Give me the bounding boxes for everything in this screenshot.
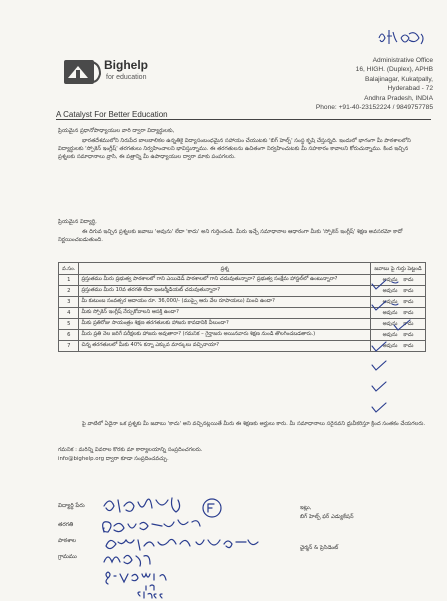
address-line: Hyderabad - 72 — [387, 85, 433, 93]
header-divider — [56, 119, 431, 120]
row-number: 5 — [59, 319, 79, 330]
table-header-row — [59, 263, 426, 275]
row-number: 4 — [59, 308, 79, 319]
answer-yes[interactable]: అవును — [382, 277, 398, 283]
row-answer-options — [371, 341, 426, 352]
label-class: తరగతి — [58, 522, 74, 528]
brand-subtitle: for education — [106, 74, 147, 81]
signatory-block — [300, 504, 353, 553]
row-answer-options — [371, 297, 426, 308]
row-question: మీకు ప్రతిరోజు సాయంత్రం శిక్షణ తరగతులకు హాజరు కావడానికి వీలుందా? — [79, 319, 371, 330]
bighelp-logo-icon — [62, 56, 102, 88]
answer-no[interactable]: కాదు — [403, 277, 414, 283]
answer-yes[interactable]: అవును — [382, 332, 398, 338]
answer-no[interactable]: కాదు — [403, 321, 414, 327]
email-line: info@bighelp.org ద్వారా కూడా సంప్రదించవచ్చు. — [58, 456, 169, 462]
instructions-paragraph: ఈ దిగువ ఇచ్చిన ప్రశ్నలకు జవాబు 'అవును' లేదా 'కాదు' అని గుర్తించండి. మీరు ఇచ్చే సమాధానాల ఆధారంగా మీకు 'స్పోకెన్ ఇంగ్లీష్' శిక్షణ అవసరమో కాదో నిర్ణయించబడుతుంది. — [58, 229, 403, 244]
row-question: మీకు స్పోకెన్ ఇంగ్లీష్ నేర్చుకోవాలని ఆసక్తి ఉందా? — [79, 308, 371, 319]
phone-line: Phone: +91-40-23152224 / 9849757785 — [315, 104, 433, 112]
answer-yes[interactable]: అవును — [382, 343, 398, 349]
answer-no[interactable]: కాదు — [403, 299, 414, 305]
intro-paragraph: భారతదేశములోని నిరుపేద బాలబాలికల ఉన్నతికై విద్యాసంబంధమైన సహాయం చేయుటకు 'బిగ్ హెల్ప్' సంస్థ కృషి చేస్తున్నది. ఇందులో భాగంగా మీ పాఠశాలలోని విద్యార్థులకు 'స్పోకెన్ ఇంగ్లీష్' తరగతులు నిర్వహించాలని భావిస్తున్నాము. ఈ తరగతులను ఉచితంగా నిర్వహించుటకు మీ సహకారం కావాలని కోరుచున్నాము. కింద ఇచ్చిన ప్రశ్నలకు సమాధానాలు వ్రాసి, ఈ పత్రాన్ని మీ ఉపాధ్యాయుల ద్వారా మాకు పంపగలరు. — [58, 138, 411, 161]
address-line: Administrative Office — [372, 57, 433, 64]
row-answer-options — [371, 319, 426, 330]
table-row — [59, 286, 426, 297]
row-question: ప్రస్తుతము మీరు ప్రభుత్వ పాఠశాలలో గాని ఎయిడెడ్ పాఠశాలలో గాని చదువుతున్నారా? ప్రభుత్వ సంక్షేమ హాస్టల్‌లో ఉంటున్నారా? — [79, 275, 371, 286]
greeting: ప్రియమైన ప్రధానోపాధ్యాయుల వారి ద్వారా విద్యార్థులకు, — [58, 128, 175, 134]
row-number: 2 — [59, 286, 79, 297]
row-answer-options — [371, 275, 426, 286]
answer-no[interactable]: కాదు — [403, 332, 414, 338]
address-line: Balajinagar, Kukatpally, — [364, 75, 433, 83]
tagline: A Catalyst For Better Education — [56, 110, 168, 119]
answer-no[interactable]: కాదు — [403, 310, 414, 316]
row-number: 1 — [59, 275, 79, 286]
table-row — [59, 297, 426, 308]
answer-yes[interactable]: అవును — [382, 299, 398, 305]
row-answer-options — [371, 330, 426, 341]
table-row — [59, 319, 426, 330]
table-row — [59, 275, 426, 286]
school-value — [104, 537, 206, 549]
row-question: మీ కుటుంబ సంవత్సర ఆదాయం రూ. 36,000/- (ముప్పై ఆరు వేల రూపాయలు) మించి ఉందా? — [79, 297, 371, 308]
row-question: ప్రస్తుతము మీరు 10వ తరగతి లేదా ఇంటర్మీడియట్ చదువుతున్నారా? — [79, 286, 371, 297]
header-question: ప్రశ్న — [79, 263, 371, 275]
extra-name-note — [106, 572, 142, 581]
table-row — [59, 308, 426, 319]
answer-yes[interactable]: అవును — [382, 321, 398, 327]
student-name-value — [104, 500, 149, 512]
table-row — [59, 341, 426, 352]
corner-note-text — [388, 24, 431, 36]
row-number: 3 — [59, 297, 79, 308]
row-answer-options — [371, 308, 426, 319]
salutation: ప్రియమైన విద్యార్థి, — [58, 219, 97, 225]
row-number: 6 — [59, 330, 79, 341]
answer-yes[interactable]: అవును — [382, 288, 398, 294]
note-line: గమనిక : మరిన్ని వివరాల కొరకు మా కార్యాలయాన్ని సంప్రదించగలరు. — [58, 447, 203, 453]
answer-no[interactable]: కాదు — [403, 343, 414, 349]
row-answer-options — [371, 286, 426, 297]
village-value — [104, 555, 132, 567]
answer-no[interactable]: కాదు — [403, 288, 414, 294]
table-row — [59, 330, 426, 341]
label-student-name: విద్యార్థి పేరు — [58, 503, 85, 509]
address-line: 16, HIGH. (Duplex), APHB — [355, 66, 433, 74]
address-block — [283, 56, 433, 112]
label-village: గ్రామము — [58, 554, 77, 560]
class-value — [104, 520, 146, 532]
signatory-title: ఛైర్మన్ & ప్రెసిడెంట్ — [300, 545, 339, 551]
extra-class-note — [140, 586, 172, 594]
signatory-line: ఇట్లు, — [300, 505, 312, 511]
header-answer: జవాబు పై గుర్తు పెట్టండి — [371, 263, 426, 275]
brand-name: Bighelp — [104, 58, 148, 72]
header-number: వ.సం. — [59, 263, 79, 275]
label-school: పాఠశాల — [58, 538, 76, 544]
address-line: Andhra Pradesh, INDIA — [364, 94, 433, 102]
closing-paragraph: పై వాటిలో ఏదైనా ఒక ప్రశ్నకు మీ జవాబు 'కాదు' అని వచ్చినట్లయితే మీరు ఈ శిక్షణకు అర్హులు కారు. మీ సమాధానాలు సరైనవని ధ్రువీకరిస్తూ క్రింద సంతకం చేయగలరు. — [82, 421, 426, 427]
row-number: 7 — [59, 341, 79, 352]
row-question: మీరు ప్రతి నెల జరిగే పరీక్షలకు హాజరు అవుతారా? (గమనిక – గైర్హాజరు అయినవారు శిక్షణ నుండి తొలగించబడతారు.) — [79, 330, 371, 341]
answer-yes[interactable]: అవును — [382, 310, 398, 316]
survey-table — [58, 262, 426, 352]
signatory-line: బిగ్ హెల్ప్ ఫర్ ఎడ్యుకేషన్ — [300, 514, 354, 520]
row-question: చిన్న తరగతులలో మీకు 40% కన్నా ఎక్కువ మార్కులు వచ్చినాయా? — [79, 341, 371, 352]
